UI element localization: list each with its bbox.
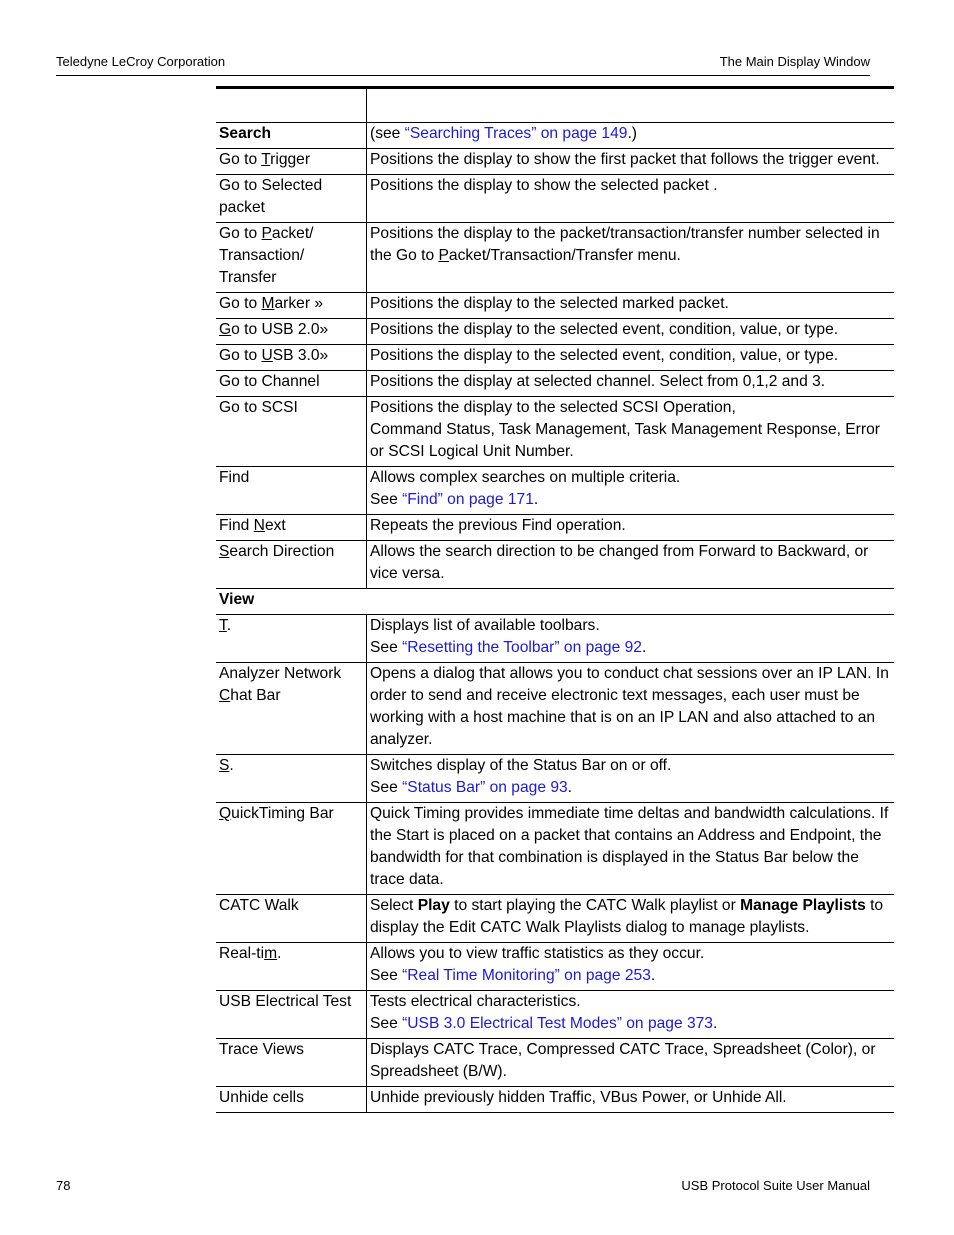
- table-row: [216, 371, 894, 397]
- item-description: Displays CATC Trace, Compressed CATC Trace, Spreadsheet (Color), or Spreadsheet (B/W).: [367, 1039, 895, 1087]
- menu-item-find: Find: [216, 467, 367, 515]
- menu-item-go-to-packet: Go to Packet/ Transaction/ Transfer: [216, 223, 367, 293]
- table-row: [216, 943, 894, 991]
- item-description: Positions the display to the selected event, condition, value, or type.: [367, 319, 895, 345]
- table-row: [216, 1039, 894, 1087]
- menu-item-search-direction: Search Direction: [216, 541, 367, 589]
- find-link[interactable]: “Find” on page 171: [402, 491, 534, 508]
- item-description: Positions the display at selected channel. Select from 0,1,2 and 3.: [367, 371, 895, 397]
- item-description: Quick Timing provides immediate time deltas and bandwidth calculations. If the Start is placed on a packet that contains an Address and Endpoint, the bandwidth for that combination is displayed in the Status Bar below the trace data.: [367, 803, 895, 895]
- table-row: [216, 149, 894, 175]
- table-row: [216, 515, 894, 541]
- table-row: [216, 175, 894, 223]
- item-description: Allows you to view traffic statistics as they occur. See “Real Time Monitoring” on page 253.: [367, 943, 895, 991]
- menu-item-unhide-cells: Unhide cells: [216, 1087, 367, 1113]
- electrical-test-modes-link[interactable]: “USB 3.0 Electrical Test Modes” on page 373: [402, 1015, 713, 1032]
- table-row: [216, 319, 894, 345]
- item-description: Tests electrical characteristics. See “USB 3.0 Electrical Test Modes” on page 373.: [367, 991, 895, 1039]
- menu-item-go-to-marker: Go to Marker »: [216, 293, 367, 319]
- menu-item-usb-electrical-test: USB Electrical Test: [216, 991, 367, 1039]
- item-description: Repeats the previous Find operation.: [367, 515, 895, 541]
- table-row: [216, 615, 894, 663]
- menu-item-realtime-statistics: Real-tim.: [216, 943, 367, 991]
- menu-item-chat-bar: Analyzer Network Chat Bar: [216, 663, 367, 755]
- table-row: [216, 991, 894, 1039]
- menu-reference-table: [216, 86, 894, 1113]
- item-description: Displays list of available toolbars. See “Resetting the Toolbar” on page 92.: [367, 615, 895, 663]
- table-row: [216, 397, 894, 467]
- item-description: Select Play to start playing the CATC Walk playlist or Manage Playlists to display the Edit CATC Walk Playlists dialog to manage playlists.: [367, 895, 895, 943]
- menu-item-go-to-trigger: Go to Trigger: [216, 149, 367, 175]
- table-row: [216, 223, 894, 293]
- page-header: [56, 52, 870, 76]
- header-section-title: The Main Display Window: [719, 54, 870, 69]
- table-row: [216, 541, 894, 589]
- section-view: [216, 589, 894, 615]
- item-description: Allows complex searches on multiple criteria. See “Find” on page 171.: [367, 467, 895, 515]
- table-header-row: [216, 88, 894, 123]
- item-description: Positions the display to show the first packet that follows the trigger event.: [367, 149, 895, 175]
- menu-item-quicktiming-bar: QuickTiming Bar: [216, 803, 367, 895]
- header-company: Teledyne LeCroy Corporation: [56, 54, 226, 69]
- menu-item-status-bar: S.: [216, 755, 367, 803]
- menu-item-go-to-channel: Go to Channel: [216, 371, 367, 397]
- item-description: Unhide previously hidden Traffic, VBus Power, or Unhide All.: [367, 1087, 895, 1113]
- table-row: [216, 755, 894, 803]
- section-search: Search (see “Searching Traces” on page 149.): [216, 123, 894, 149]
- table-row: [216, 663, 894, 755]
- item-description: Positions the display to show the selected packet .: [367, 175, 895, 223]
- page-number: 78: [56, 1178, 71, 1193]
- menu-item-go-to-scsi: Go to SCSI: [216, 397, 367, 467]
- item-description: Positions the display to the selected SCSI Operation, Command Status, Task Management, Task Management Response, Error or SCSI Logical Unit Number.: [367, 397, 895, 467]
- item-description: Positions the display to the selected marked packet.: [367, 293, 895, 319]
- menu-item-go-to-usb3: Go to USB 3.0»: [216, 345, 367, 371]
- resetting-toolbar-link[interactable]: “Resetting the Toolbar” on page 92: [402, 639, 642, 656]
- table-row: [216, 345, 894, 371]
- menu-item-trace-views: Trace Views: [216, 1039, 367, 1087]
- status-bar-link[interactable]: “Status Bar” on page 93: [402, 779, 568, 796]
- menu-item-go-to-usb2: Go to USB 2.0»: [216, 319, 367, 345]
- menu-item-find-next: Find Next: [216, 515, 367, 541]
- menu-item-toolbars: T.: [216, 615, 367, 663]
- table-row: [216, 803, 894, 895]
- item-description: Allows the search direction to be changed from Forward to Backward, or vice versa.: [367, 541, 895, 589]
- realtime-monitoring-link[interactable]: “Real Time Monitoring” on page 253: [402, 967, 651, 984]
- item-description: Opens a dialog that allows you to conduct chat sessions over an IP LAN. In order to send and receive electronic text messages, each user must be working with a host machine that is on an IP LAN and also attached to an analyzer.: [367, 663, 895, 755]
- menu-item-catc-walk: CATC Walk: [216, 895, 367, 943]
- item-description: Positions the display to the selected event, condition, value, or type.: [367, 345, 895, 371]
- searching-traces-link[interactable]: “Searching Traces” on page 149: [404, 125, 628, 142]
- section-title: Search: [216, 123, 367, 149]
- table-row: [216, 467, 894, 515]
- section-title: View: [216, 589, 894, 615]
- manual-title: USB Protocol Suite User Manual: [681, 1178, 870, 1193]
- table-row: [216, 293, 894, 319]
- item-description: Positions the display to the packet/transaction/transfer number selected in the Go to Packet/Transaction/Transfer menu.: [367, 223, 895, 293]
- menu-item-go-to-selected: Go to Selected packet: [216, 175, 367, 223]
- table-row: [216, 895, 894, 943]
- item-description: Switches display of the Status Bar on or off. See “Status Bar” on page 93.: [367, 755, 895, 803]
- table-row: [216, 1087, 894, 1113]
